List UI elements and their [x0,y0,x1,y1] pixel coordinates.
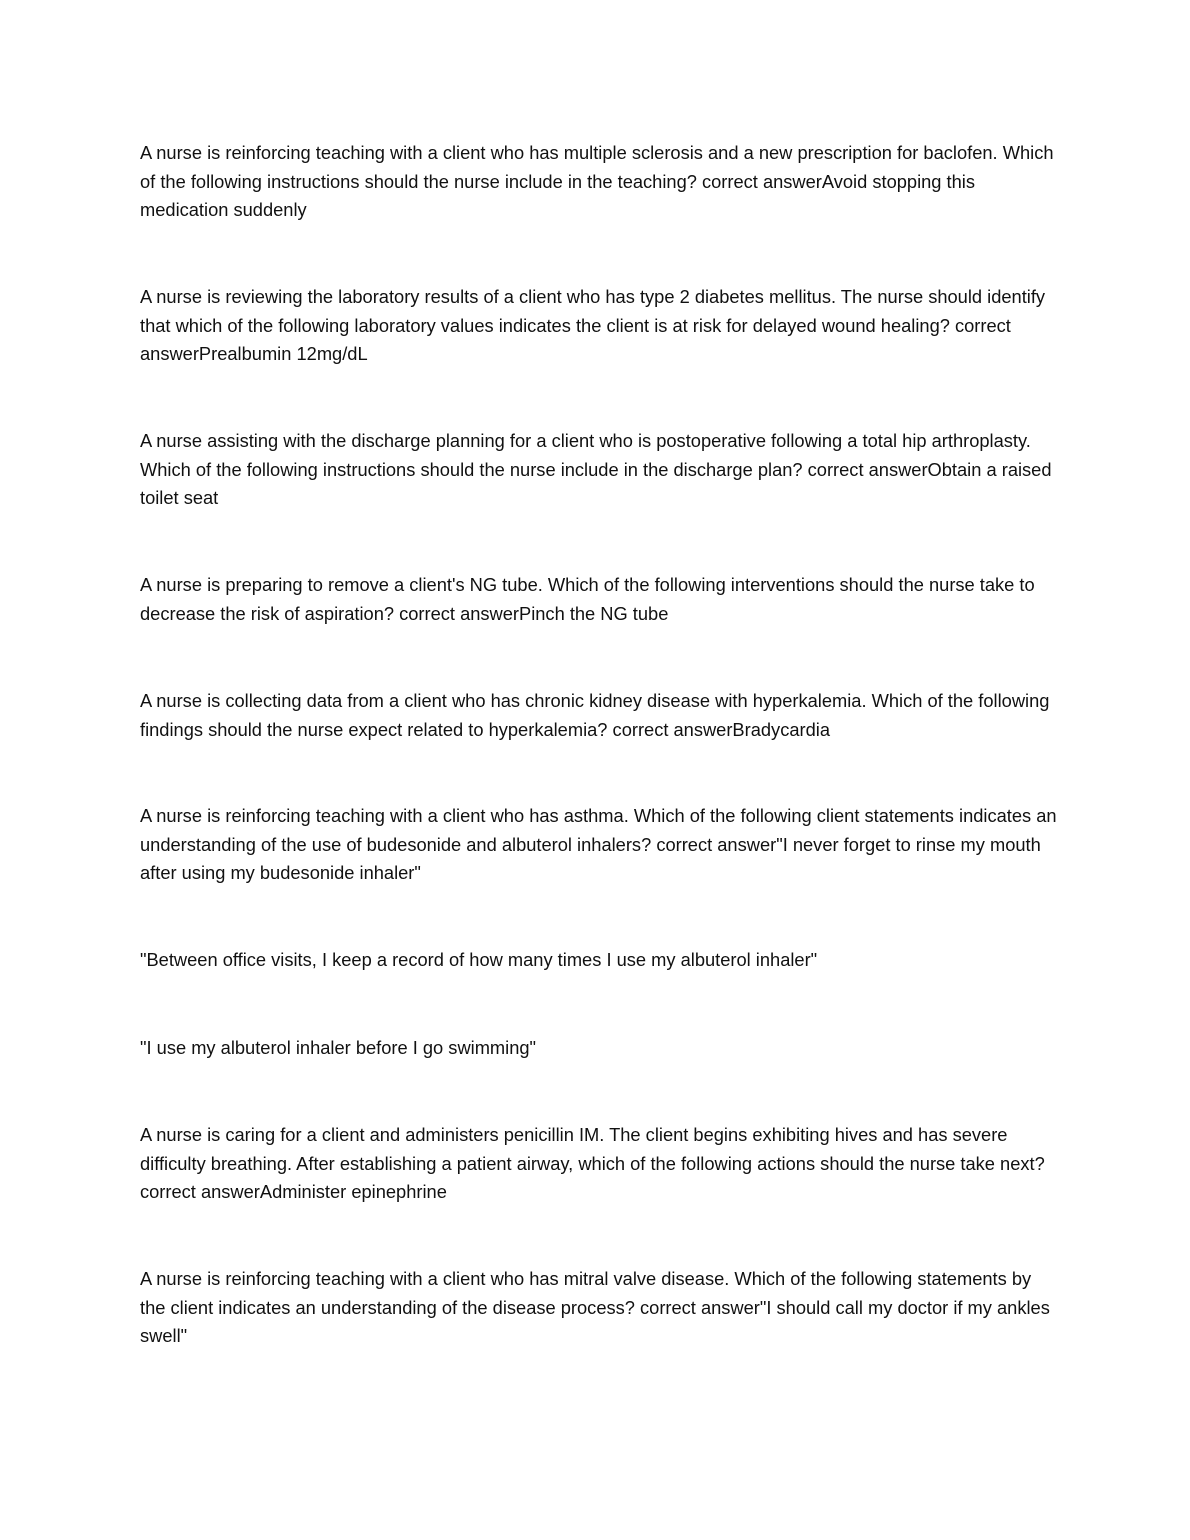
question-paragraph: A nurse assisting with the discharge planning for a client who is postoperative following a total hip arthroplasty. Which of the following instructions should the nurse include in the discharge plan? correct answerObtain a raised toilet seat [140,430,1052,508]
question-paragraph: A nurse is reinforcing teaching with a client who has asthma. Which of the following client statements indicates an understanding of the use of budesonide and albuterol inhalers? correct answer"I never forget to rinse my mouth after using my budesonide inhaler" [140,805,1057,883]
question-paragraph: A nurse is caring for a client and administers penicillin IM. The client begins exhibiting hives and has severe difficulty breathing. After establishing a patient airway, which of the following actions should the nurse take next? correct answerAdminister epinephrine [140,1124,1045,1202]
question-paragraph: A nurse is preparing to remove a client's NG tube. Which of the following interventions should the nurse take to decrease the risk of aspiration? correct answerPinch the NG tube [140,574,1035,624]
answer-option: "I use my albuterol inhaler before I go swimming" [140,1037,537,1058]
question-paragraph: A nurse is reinforcing teaching with a client who has mitral valve disease. Which of the following statements by the client indicates an understanding of the disease process? correct answer"I should call my doctor if my ankles swell" [140,1268,1050,1346]
question-paragraph: A nurse is collecting data from a client who has chronic kidney disease with hyperkalemia. Which of the following findings should the nurse expect related to hyperkalemia? correct answerBradycardia [140,690,1050,740]
answer-option: "Between office visits, I keep a record of how many times I use my albuterol inhaler" [140,949,818,970]
question-paragraph: A nurse is reviewing the laboratory results of a client who has type 2 diabetes mellitus. The nurse should identify that which of the following laboratory values indicates the client is at risk for delayed wound healing? correct answerPrealbumin 12mg/dL [140,286,1046,364]
question-paragraph: A nurse is reinforcing teaching with a client who has multiple sclerosis and a new prescription for baclofen. Which of the following instructions should the nurse include in the teaching? correct answerAvoid stopping this medication suddenly [140,142,1054,220]
